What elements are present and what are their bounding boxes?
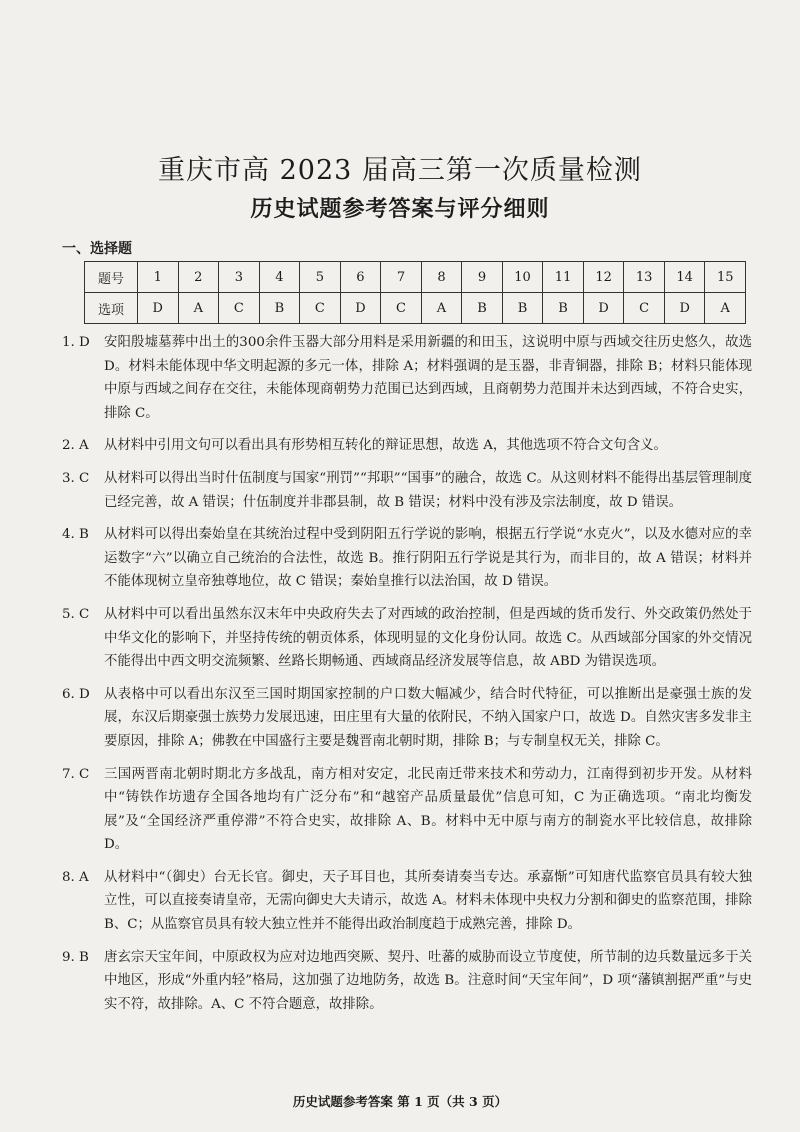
page-footer: 历史试题参考答案 第 1 页（共 3 页） <box>292 1094 508 1109</box>
question-number: 12 <box>583 262 624 293</box>
answer-cell: D <box>340 293 381 324</box>
question-number: 4 <box>259 262 300 293</box>
explanation-item <box>62 467 752 514</box>
page-title: 重庆市高 2023 届高三第一次质量检测 <box>158 155 642 186</box>
explanation-item <box>62 603 752 674</box>
question-number: 8 <box>421 262 462 293</box>
question-number-row <box>85 262 746 293</box>
answer-table <box>84 261 746 324</box>
row-label-number: 题号 <box>85 262 138 293</box>
answer-cell: C <box>300 293 341 324</box>
explanation-item <box>62 866 752 937</box>
item-text: 从材料中“（御史）台无长官。御史，天子耳目也，其所奏请奏当专达。承嘉惭”可知唐代监察官员具有较大独立性，可以直接奏请皇帝，无需向御史大夫请示，故选 A。材料未体现中央权力分割和御史的监察范围，排除 B、C；从监察官员具有较大独立性并不能得出政治制度趋于成熟完善，排除 D。 <box>104 869 752 933</box>
question-number: 6 <box>340 262 381 293</box>
item-number: 9. B <box>62 949 89 965</box>
question-number: 15 <box>705 262 746 293</box>
item-number: 3. C <box>62 470 90 486</box>
item-number: 8. A <box>62 869 89 885</box>
item-text: 安阳殷墟墓葬中出土的300余件玉器大部分用料是采用新疆的和田玉，这说明中原与西域交往历史悠久，故选 D。材料未能体现中华文明起源的多元一体，排除 A；材料强调的是玉器，非青铜器，排除 B；材料只能体现中原与西域之间存在交往，未能体现商朝势力范围已达到西域，且商朝势力范围并未达到西域，不符合史实，排除 C。 <box>104 335 752 421</box>
section-heading: 一、选择题 <box>62 241 132 257</box>
question-number: 10 <box>502 262 543 293</box>
question-number: 3 <box>219 262 260 293</box>
question-number: 7 <box>381 262 422 293</box>
item-text: 从材料中可以看出虽然东汉末年中央政府失去了对西域的政治控制，但是西域的货币发行、外交政策仍然处于中华文化的影响下，并坚持传统的朝贡体系，体现明显的文化身份认同。故选 C。从西域部分国家的外交情况不能得出中西文明交流频繁、丝路长期畅通、西域商品经济发展等信息，故 ABD 为错误选项。 <box>104 606 752 670</box>
item-number: 5. C <box>62 606 90 622</box>
explanation-item <box>62 523 752 594</box>
item-text: 从表格中可以看出东汉至三国时期国家控制的户口数大幅减少，结合时代特征，可以推断出是豪强士族的发展，东汉后期豪强士族势力发展迅速，田庄里有大量的依附民，不纳入国家户口，故选 D。自然灾害多发非主要原因，排除 A；佛教在中国盛行主要是魏晋南北朝时期，排除 B；与专制皇权无关，排除 C。 <box>104 686 752 749</box>
explanation-item <box>62 331 752 425</box>
answer-cell: C <box>381 293 422 324</box>
item-text: 三国两晋南北朝时期北方多战乱，南方相对安定，北民南迁带来技术和劳动力，江南得到初步开发。从材料中“铸铁作坊遗存全国各地均有广泛分布”和“越窑产品质量最优”信息可知，C 为正确选项。“南北均衡发展”及“全国经济严重停滞”不符合史实，故排除 A、B。材料中无中原与南方的制瓷水平比较信息，故排除 D。 <box>104 766 752 853</box>
explanation-item <box>62 434 752 458</box>
question-number: 1 <box>138 262 179 293</box>
explanation-item <box>62 763 752 857</box>
explanation-item <box>62 946 752 1017</box>
explanation-item <box>62 683 752 754</box>
answer-cell: B <box>543 293 584 324</box>
item-number: 2. A <box>62 438 89 454</box>
answer-cell: D <box>664 293 705 324</box>
answer-row <box>85 293 746 324</box>
item-text: 唐玄宗天宝年间，中原政权为应对边地西突厥、契丹、吐蕃的威胁而设立节度使，所节制的边兵数量远多于关中地区，形成“外重内轻”格局，这加强了边地防务，故选 B。注意时间“天宝年间”，D 项“藩镇割据严重”与史实不符，故排除。A、C 不符合题意，故排除。 <box>104 949 752 1012</box>
question-number: 5 <box>300 262 341 293</box>
row-label-answer: 选项 <box>85 293 138 324</box>
item-text: 从材料可以得出秦始皇在其统治过程中受到阴阳五行学说的影响，根据五行学说“水克火”，以及水德对应的幸运数字“六”以确立自己统治的合法性，故选 B。推行阴阳五行学说是其行为，而非目的，故 A 错误；材料并不能体现树立皇帝独尊地位，故 C 错误；秦始皇推行以法治国，故 D 错误。 <box>104 527 752 590</box>
answer-cell: B <box>259 293 300 324</box>
question-number: 14 <box>664 262 705 293</box>
page-subtitle: 历史试题参考答案与评分细则 <box>250 196 550 222</box>
question-number: 13 <box>624 262 665 293</box>
item-number: 4. B <box>62 527 89 543</box>
answer-cell: A <box>421 293 462 324</box>
item-text: 从材料可以得出当时什伍制度与国家“刑罚”“邦职”“国事”的融合，故选 C。从这则材料不能得出基层管理制度已经完善，故 A 错误；什伍制度并非郡县制，故 B 错误；材料中没有涉及宗法制度，故 D 错误。 <box>104 470 752 510</box>
answer-cell: C <box>219 293 260 324</box>
answer-cell: C <box>624 293 665 324</box>
answer-cell: B <box>462 293 503 324</box>
question-number: 2 <box>178 262 219 293</box>
item-text: 从材料中引用文句可以看出具有形势相互转化的辩证思想，故选 A，其他选项不符合文句含义。 <box>104 438 667 454</box>
answer-cell: A <box>705 293 746 324</box>
answer-cell: A <box>178 293 219 324</box>
answer-cell: D <box>583 293 624 324</box>
item-number: 7. C <box>62 766 90 782</box>
answer-cell: B <box>502 293 543 324</box>
explanation-list <box>62 331 752 1025</box>
question-number: 11 <box>543 262 584 293</box>
answer-cell: D <box>138 293 179 324</box>
question-number: 9 <box>462 262 503 293</box>
item-number: 1. D <box>62 335 90 350</box>
item-number: 6. D <box>62 686 90 702</box>
